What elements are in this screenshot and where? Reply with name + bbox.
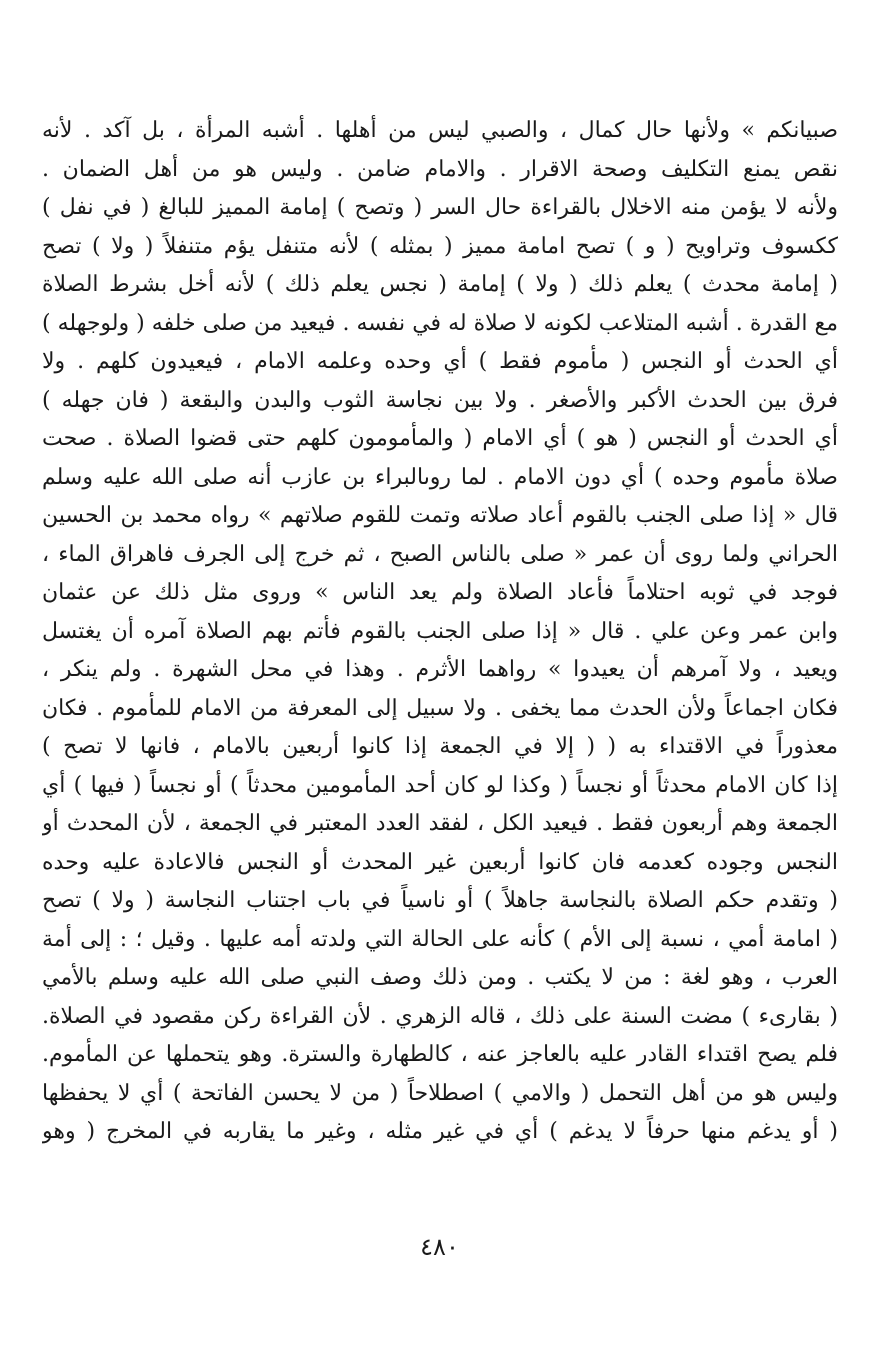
text-line-24: ( بقارىء ) مضت السنة على ذلك ، قاله الزهري . لأن القراءة ركن مقصود في الصلاة. [42,1003,838,1029]
text-line-4: ككسوف وتراويح ( و ) تصح امامة مميز ( بمثله ) لأنه متنفل يؤم متنفلاً ( ولا ) تصح [42,233,838,259]
text-line-8: فرق بين الحدث الأكبر والأصغر . ولا بين نجاسة الثوب والبدن والبقعة ( فان جهله ) [42,387,838,413]
text-line-12: الحراني ولما روى أن عمر « صلى بالناس الصبح ، ثم خرج إلى الجرف فاهراق الماء ، [42,541,838,567]
text-line-13: فوجد في ثوبه احتلاماً فأعاد الصلاة ولم يعد الناس » وروى مثل ذلك عن عثمان [42,580,838,605]
page-number: ٤٨٠ [420,1233,459,1261]
text-line-26: وليس هو من أهل التحمل ( والامي ) اصطلاحاً ( من لا يحسن الفاتحة ) أي لا يحفظها [42,1080,838,1106]
text-line-14: وابن عمر وعن علي . قال « إذا صلى الجنب بالقوم فأتم بهم الصلاة آمره أن يغتسل [42,618,838,644]
text-line-2: نقص يمنع التكليف وصحة الاقرار . والامام ضامن . وليس هو من أهل الضمان . [42,156,838,182]
text-line-21: ( وتقدم حكم الصلاة بالنجاسة جاهلاً ) أو ناسياً في باب اجتناب النجاسة ( ولا ) تصح [42,888,838,913]
text-line-3: ولأنه لا يؤمن منه الاخلال بالقراءة حال السر ( وتصح ) إمامة المميز للبالغ ( في نفل ) [42,195,838,220]
text-line-11: قال « إذا صلى الجنب بالقوم أعاد صلاته وتمت للقوم صلاتهم » رواه محمد بن الحسين [42,503,838,528]
text-line-19: الجمعة وهم أربعون فقط . فيعيد الكل ، لفقد العدد المعتبر في الجمعة ، لأن المحدث أو [42,811,838,836]
text-line-6: مع القدرة . أشبه المتلاعب لكونه لا صلاة له في نفسه . فيعيد من صلى خلفه ( ولوجهله ) [42,310,838,336]
text-line-15: ويعيد ، ولا آمرهم أن يعيدوا » رواهما الأثرم . وهذا في محل الشهرة . ولم ينكر ، [42,657,838,682]
text-line-22: ( امامة أمي ، نسبة إلى الأم ) كأنه على الحالة التي ولدته أمه عليها . وقيل ؛ : إلى أمة [42,926,838,952]
text-line-10: صلاة مأموم وحده ) أي دون الامام . لما روىالبراء بن عازب أنه صلى الله عليه وسلم [42,464,838,490]
text-line-1: صبيانكم » ولأنها حال كمال ، والصبي ليس من أهلها . أشبه المرأة ، بل آكد . لأنه [42,118,838,143]
text-line-9: أي الحدث أو النجس ( هو ) أي الامام ( والمأمومون كلهم حتى قضوا الصلاة . صحت [42,426,838,451]
text-line-18: إذا كان الامام محدثاً أو نجساً ( وكذا لو كان أحد المأمومين محدثاً ) أو نجساً ( فيها ) أي [42,772,838,798]
text-line-16: فكان اجماعاً ولأن الحدث مما يخفى . ولا سبيل إلى المعرفة من الامام للمأموم . فكان [42,695,838,721]
text-line-27: ( أو يدغم منها حرفاً لا يدغم ) أي في غير مثله ، وغير ما يقاربه في المخرج ( وهو [42,1119,838,1144]
text-line-17: معذوراً في الاقتداء به ( ( إلا في الجمعة إذا كانوا أربعين بالامام ، فانها لا تصح ) [42,734,838,759]
text-line-25: فلم يصح اقتداء القادر عليه بالعاجز عنه ، كالطهارة والسترة. وهو يتحملها عن المأموم. [42,1042,838,1067]
text-line-7: أي الحدث أو النجس ( مأموم فقط ) أي وحده وعلمه الامام ، فيعيدون كلهم . ولا [42,349,838,374]
body-text [42,112,838,1152]
text-line-23: العرب ، وهو لغة : من لا يكتب . ومن ذلك وصف النبي صلى الله عليه وسلم بالأمي [42,965,838,990]
text-line-20: النجس وجوده كعدمه فان كانوا أربعين غير المحدث أو النجس فالاعادة عليه وحده [42,849,838,875]
text-line-5: ( إمامة محدث ) يعلم ذلك ( ولا ) إمامة ( نجس يعلم ذلك ) لأنه أخل بشرط الصلاة [42,272,838,297]
